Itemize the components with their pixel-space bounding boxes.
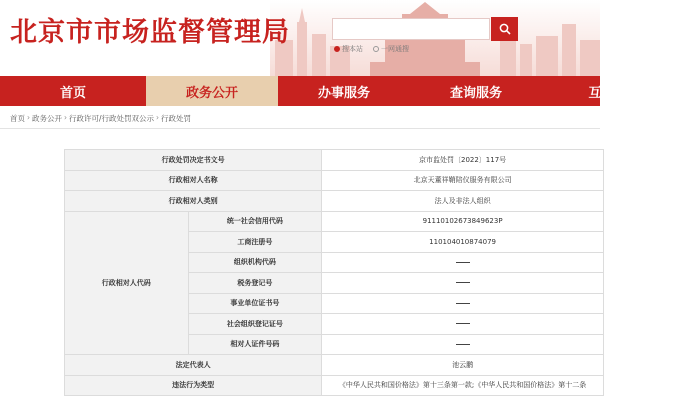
penalty-detail-table bbox=[64, 149, 604, 396]
table-row bbox=[65, 375, 604, 396]
row-label-party-type: 行政相对人类别 bbox=[65, 191, 322, 212]
row-value-violation-type: 《中华人民共和国价格法》第十三条第一款;《中华人民共和国价格法》第十二条 bbox=[322, 375, 604, 396]
table-row bbox=[65, 355, 604, 376]
row-value-credit-code: 91110102673849623P bbox=[322, 211, 604, 232]
breadcrumb-separator: › bbox=[27, 113, 30, 122]
site-header bbox=[0, 0, 600, 76]
row-value-party-type: 法人及非法人组织 bbox=[322, 191, 604, 212]
row-label-violation-type: 违法行为类型 bbox=[65, 375, 322, 396]
row-label-decision-number: 行政处罚决定书文号 bbox=[65, 150, 322, 171]
main-nav bbox=[0, 76, 628, 106]
table-row bbox=[65, 150, 604, 171]
breadcrumb-separator: › bbox=[156, 113, 160, 122]
empty-value-dash bbox=[456, 303, 470, 304]
divider bbox=[0, 128, 600, 129]
search-button[interactable] bbox=[491, 17, 518, 41]
row-value-org-code bbox=[322, 252, 604, 273]
row-label-tax-number: 税务登记号 bbox=[188, 273, 322, 294]
table-row bbox=[65, 191, 604, 212]
nav-home[interactable]: 首页 bbox=[59, 85, 86, 101]
breadcrumb-home[interactable]: 首页 bbox=[10, 114, 25, 123]
search-icon bbox=[499, 23, 511, 35]
site-title[interactable]: 北京市市场监督管理局 bbox=[10, 17, 290, 48]
row-value-registration-number: 110104010874079 bbox=[322, 232, 604, 253]
row-value-tax-number bbox=[322, 273, 604, 294]
breadcrumb-separator: › bbox=[64, 113, 67, 122]
search-scope-options bbox=[334, 44, 409, 54]
nav-interaction[interactable]: 互动交 bbox=[588, 85, 628, 101]
breadcrumb bbox=[10, 113, 191, 124]
row-label-registration-number: 工商注册号 bbox=[188, 232, 322, 253]
nav-query[interactable]: 查询服务 bbox=[449, 85, 502, 101]
row-label-org-code: 组织机构代码 bbox=[188, 252, 322, 273]
empty-value-dash bbox=[456, 282, 470, 283]
row-value-party-name: 北京天董祥鞘陪仪服务有限公司 bbox=[322, 170, 604, 191]
breadcrumb-gov[interactable]: 政务公开 bbox=[32, 114, 62, 123]
row-value-decision-number: 京市监处罚〔2022〕117号 bbox=[322, 150, 604, 171]
nav-government-affairs[interactable]: 政务公开 bbox=[146, 76, 278, 106]
breadcrumb-disclosure[interactable]: 行政许可/行政处罚双公示 bbox=[69, 114, 155, 123]
row-value-social-org-cert bbox=[322, 314, 604, 335]
search-scope-site[interactable]: 搜本站 bbox=[334, 44, 363, 54]
radio-selected-icon bbox=[334, 46, 340, 52]
row-label-legal-rep: 法定代表人 bbox=[65, 355, 322, 376]
radio-icon bbox=[373, 46, 379, 52]
search-scope-all[interactable]: 一网通搜 bbox=[373, 44, 409, 54]
row-label-credit-code: 统一社会信用代码 bbox=[188, 211, 322, 232]
row-label-social-org-cert: 社会组织登记证号 bbox=[188, 314, 322, 335]
group-label-party-codes: 行政相对人代码 bbox=[65, 211, 189, 355]
row-value-institution-cert bbox=[322, 293, 604, 314]
empty-value-dash bbox=[456, 262, 470, 263]
nav-services[interactable]: 办事服务 bbox=[317, 85, 370, 101]
table-row bbox=[65, 170, 604, 191]
row-label-party-name: 行政相对人名称 bbox=[65, 170, 322, 191]
row-value-legal-rep: 池云鹏 bbox=[322, 355, 604, 376]
table-row bbox=[65, 211, 604, 232]
row-value-id-number bbox=[322, 334, 604, 355]
empty-value-dash bbox=[456, 323, 470, 324]
search-input[interactable] bbox=[332, 18, 490, 40]
breadcrumb-penalty[interactable]: 行政处罚 bbox=[161, 114, 192, 123]
row-label-id-number: 相对人证件号码 bbox=[188, 334, 322, 355]
empty-value-dash bbox=[456, 344, 470, 345]
row-label-institution-cert: 事业单位证书号 bbox=[188, 293, 322, 314]
